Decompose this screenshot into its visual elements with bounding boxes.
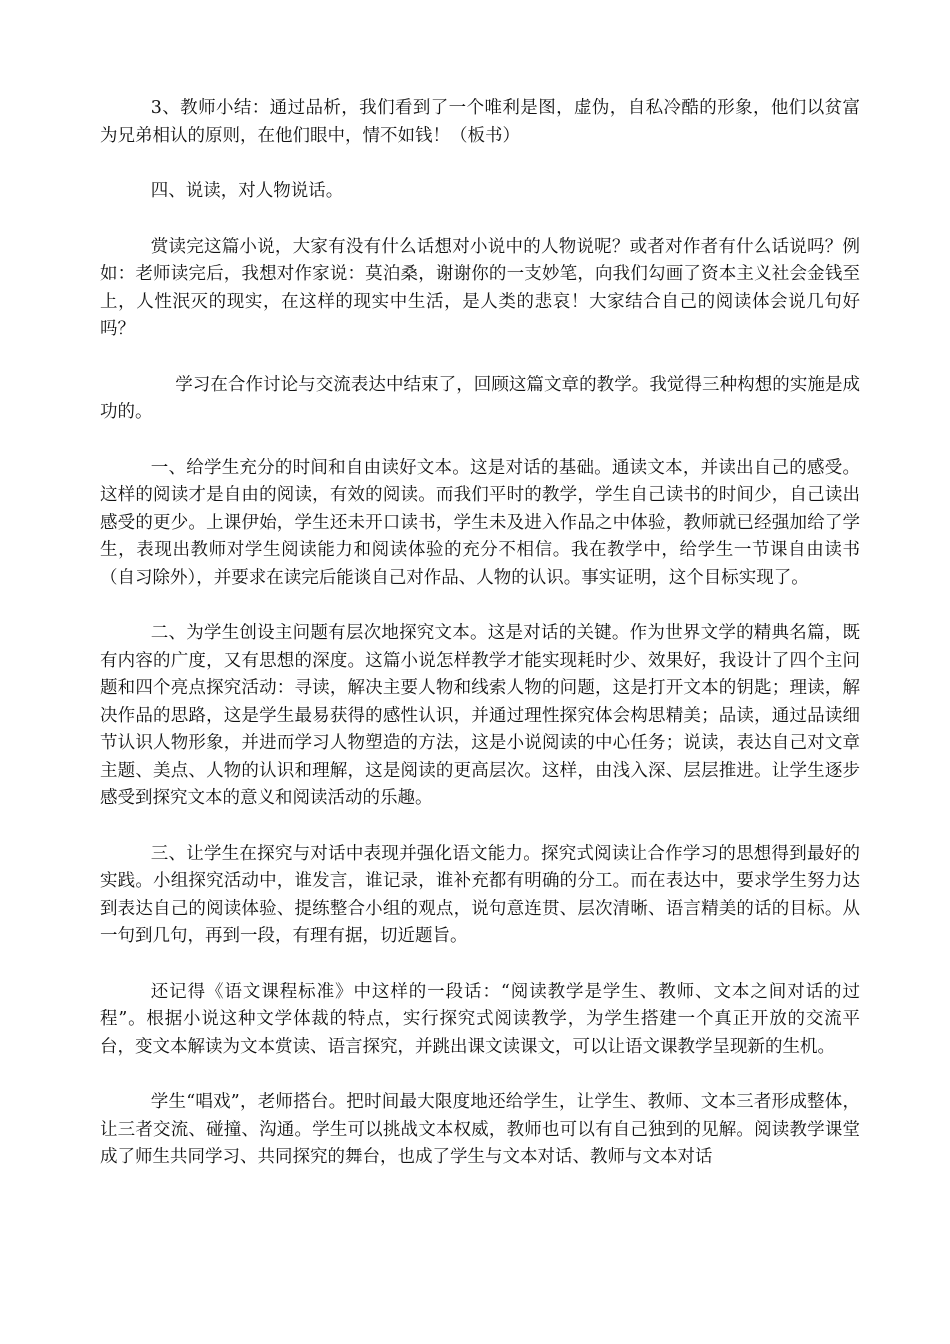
paragraph-reflection-intro: 学习在合作讨论与交流表达中结束了，回顾这篇文章的教学。我觉得三种构想的实施是成功的。 <box>100 374 860 422</box>
paragraph-students-perform: 学生“唱戏”，老师搭台。把时间最大限度地还给学生，让学生、教师、文本三者形成整体，让三者交流、碰撞、沟通。学生可以挑战文本权威，教师也可以有自己独到的见解。阅读教学课堂成了师生共同学习、共同探究的舞台，也成了学生与文本对话、教师与文本对话 <box>100 1092 860 1167</box>
paragraph-point-three: 三、让学生在探究与对话中表现并强化语文能力。探究式阅读让合作学习的思想得到最好的实践。小组探究活动中，谁发言，谁记录，谁补充都有明确的分工。而在表达中，要求学生努力达到表达自己的阅读体验、提练整合小组的观点，说句意连贯、层次清晰、语言精美的话的目标。从一句到几句，再到一段，有理有据，切近题旨。 <box>100 843 860 946</box>
paragraph-point-two: 二、为学生创设主问题有层次地探究文本。这是对话的关键。作为世界文学的精典名篇，既有内容的广度，又有思想的深度。这篇小说怎样教学才能实现耗时少、效果好，我设计了四个主问题和四个亮点探究活动：寻读，解决主要人物和线索人物的问题，这是打开文本的钥匙；理读，解决作品的思路，这是学生最易获得的感性认识，并通过理性探究体会构思精美；品读，通过品读细节认识人物形象，并进而学习人物塑造的方法，这是小说阅读的中心任务；说读，表达自己对文章主题、美点、人物的认识和理解，这是阅读的更高层次。这样，由浅入深、层层推进。让学生逐步感受到探究文本的意义和阅读活动的乐趣。 <box>100 623 860 808</box>
section-heading-speak-reading: 四、说读，对人物说话。 <box>150 181 344 201</box>
paragraph-appreciation: 赏读完这篇小说，大家有没有什么话想对小说中的人物说呢？或者对作者有什么话说吗？例如：老师读完后，我想对作家说：莫泊桑，谢谢你的一支妙笔，向我们勾画了资本主义社会金钱至上，人性泯灭的现实，在这样的现实中生活，是人类的悲哀！大家结合自己的阅读体会说几句好吗？ <box>100 236 860 339</box>
paragraph-teacher-summary: 3、教师小结：通过品析，我们看到了一个唯利是图，虚伪，自私冷酷的形象，他们以贫富为兄弟相认的原则，在他们眼中，情不如钱！（板书） <box>100 98 860 146</box>
paragraph-curriculum-standard: 还记得《语文课程标准》中这样的一段话：“阅读教学是学生、教师、文本之间对话的过程”。根据小说这种文学体裁的特点，实行探究式阅读教学，为学生搭建一个真正开放的交流平台，变文本解读为文本赏读、语言探究，并跳出课文读课文，可以让语文课教学呈现新的生机。 <box>100 981 860 1057</box>
document-body <box>100 95 860 1200</box>
paragraph-point-one: 一、给学生充分的时间和自由读好文本。这是对话的基础。通读文本，并读出自己的感受。这样的阅读才是自由的阅读，有效的阅读。而我们平时的教学，学生自己读书的时间少，自己读出感受的更少。上课伊始，学生还未开口读书，学生未及进入作品之中体验，教师就已经强加给了学生，表现出教师对学生阅读能力和阅读体验的充分不相信。我在教学中，给学生一节课自由读书（自习除外），并要求在读完后能谈自己对作品、人物的认识。事实证明，这个目标实现了。 <box>100 457 860 588</box>
